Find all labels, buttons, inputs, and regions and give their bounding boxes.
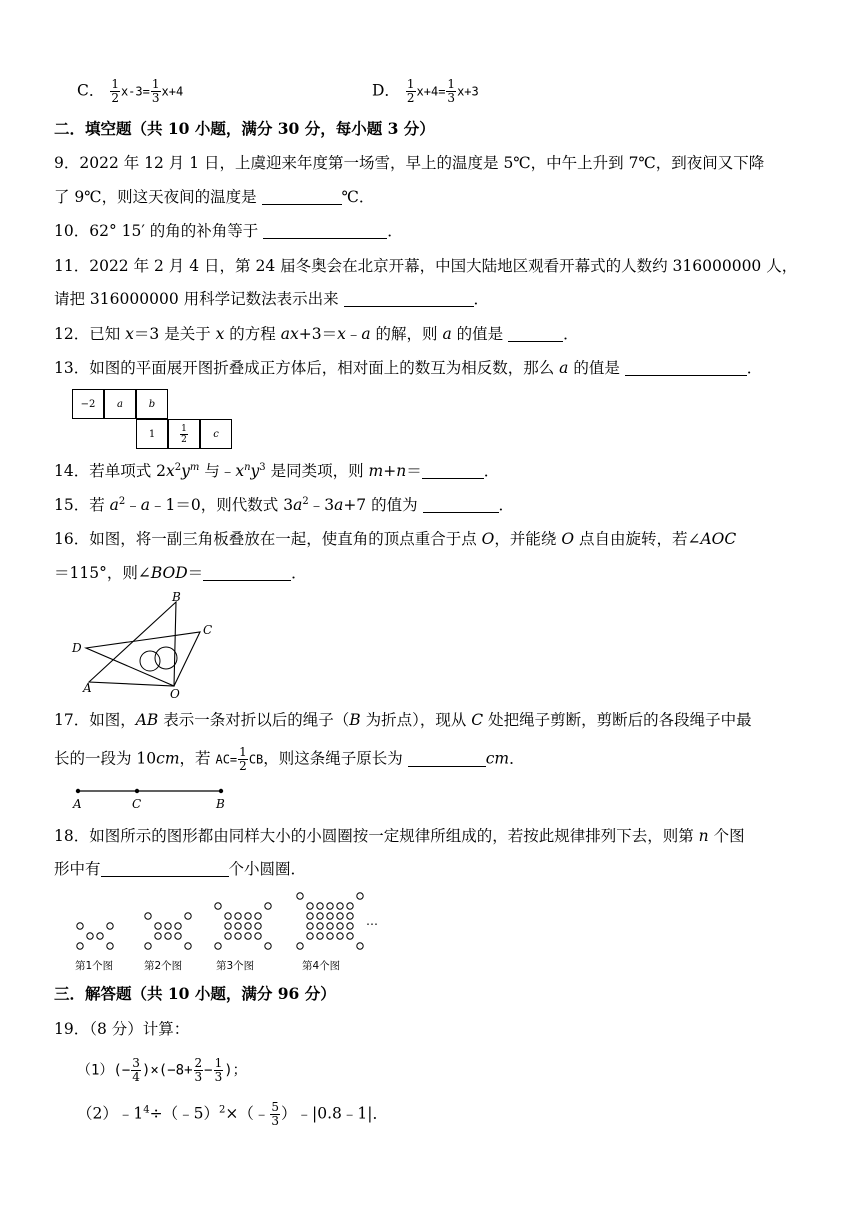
small-circle <box>215 903 221 909</box>
point-b <box>219 789 223 793</box>
small-circle <box>337 913 343 919</box>
circle-pattern-figure <box>70 882 390 954</box>
small-circle <box>347 923 353 929</box>
label-b: B <box>216 797 225 811</box>
net-cell: a <box>104 389 136 419</box>
question-16-line2: ＝115°，则∠BOD＝ ． <box>54 564 307 582</box>
small-circle <box>235 923 241 929</box>
small-circle <box>185 913 191 919</box>
small-circle <box>107 943 113 949</box>
answer-blank <box>262 188 342 205</box>
option-d-label: D． <box>372 81 400 100</box>
cube-net-figure <box>72 389 242 451</box>
fraction: $\frac{3}{4}$ <box>132 1056 140 1084</box>
small-circle <box>175 923 181 929</box>
question-19-title: 19．（8 分）计算： <box>54 1020 190 1038</box>
figure-caption: 第3个图 <box>216 960 255 972</box>
answer-blank <box>422 462 484 479</box>
small-circle <box>225 913 231 919</box>
question-13: 13．如图的平面展开图折叠成正方体后，相对面上的数互为相反数，那么 a 的值是 ． <box>54 359 763 377</box>
small-circle <box>347 933 353 939</box>
fraction: $\frac{2}{3}$ <box>194 1056 203 1084</box>
small-circle <box>255 913 261 919</box>
small-circle <box>347 903 353 909</box>
small-circle <box>155 923 161 929</box>
label-o: O <box>170 687 180 700</box>
small-circle <box>317 903 323 909</box>
ruler-hole <box>140 651 160 671</box>
question-9-line1: 9．2022 年 12 月 1 日，上虞迎来年度第一场雪，早上的温度是 5℃，中午上升到 7℃，到夜间又下降 <box>54 154 765 172</box>
small-circle <box>235 913 241 919</box>
fraction: $\frac{1}{3}$ <box>214 1056 223 1084</box>
fraction: $\frac{1}{2}$ <box>406 77 415 105</box>
net-cell <box>168 419 200 449</box>
small-circle <box>357 893 363 899</box>
answer-blank <box>508 325 563 342</box>
fraction: $\frac{1}{3}$ <box>447 77 456 105</box>
fraction: $\frac{1}{2}$ <box>111 77 119 105</box>
label-b: B <box>172 590 181 604</box>
question-15: 15．若 $a^2﹣a﹣1=0$，则代数式 $3a^2﹣3a+7$ 的值为 ． <box>54 496 515 514</box>
small-circle <box>307 913 313 919</box>
triangle-ruler-1 <box>89 602 176 686</box>
small-circle <box>255 933 261 939</box>
question-17-line1: 17．如图，AB 表示一条对折以后的绳子（B 为折点），现从 C 处把绳子剪断，剪断后的各段绳子中最 <box>54 711 752 729</box>
question-18-line1: 18．如图所示的图形都由同样大小的小圆圈按一定规律所组成的，若按此规律排列下去，则第 n 个图 <box>54 827 745 845</box>
question-18-line2: 形中有 个小圆圈． <box>54 860 307 878</box>
ruler-hole <box>155 647 177 669</box>
label-c: C <box>132 797 142 811</box>
section-title: 三．解答题（共 10 小题，满分 96 分） <box>54 984 336 1003</box>
answer-blank <box>101 860 229 877</box>
small-circle <box>77 923 83 929</box>
section-title: 二．填空题（共 10 小题，满分 30 分，每小题 3 分） <box>54 119 435 138</box>
small-circle <box>215 943 221 949</box>
label-d: D <box>72 641 82 655</box>
answer-blank <box>203 564 291 581</box>
small-circle <box>225 923 231 929</box>
fraction: $\frac{1}{2}$ <box>181 423 187 445</box>
fraction: $\frac{1}{2}$ <box>239 745 247 773</box>
small-circle <box>145 943 151 949</box>
small-circle <box>225 933 231 939</box>
small-circle <box>165 933 171 939</box>
point-a <box>76 789 80 793</box>
option-d: D． $\frac{1}{2}$ x+4= $\frac{1}{3}$ x+3 <box>372 77 479 105</box>
triangle-ruler-2 <box>86 632 200 686</box>
small-circle <box>265 903 271 909</box>
fraction: $\frac{1}{3}$ <box>151 77 160 105</box>
small-circle <box>327 933 333 939</box>
net-cell: b <box>136 389 168 419</box>
small-circle <box>327 913 333 919</box>
question-19-part1: （1）(− $\frac{3}{4}$ )×(−8+ $\frac{2}{3}$ − $\frac{1}{3}$ )； <box>77 1056 247 1084</box>
small-circle <box>317 933 323 939</box>
answer-blank <box>344 290 474 307</box>
small-circle <box>337 933 343 939</box>
small-circle <box>145 913 151 919</box>
net-cell: c <box>200 419 232 449</box>
small-circle <box>87 933 93 939</box>
small-circle <box>77 943 83 949</box>
small-circle <box>155 933 161 939</box>
small-circle <box>297 943 303 949</box>
small-circle <box>327 923 333 929</box>
rope-figure <box>68 786 238 812</box>
label-a: A <box>73 797 82 811</box>
label-c: C <box>203 623 213 637</box>
small-circle <box>337 903 343 909</box>
small-circle <box>337 923 343 929</box>
question-16-line1: 16．如图，将一副三角板叠放在一起，使直角的顶点重合于点 O，并能绕 O 点自由旋转，若∠AOC <box>54 530 737 548</box>
triangle-rulers-figure <box>66 588 226 700</box>
small-circle <box>235 933 241 939</box>
small-circle <box>307 923 313 929</box>
ellipsis: … <box>366 914 378 928</box>
question-10: 10．62° 15′ 的角的补角等于 ． <box>54 222 403 240</box>
answer-blank <box>625 359 747 376</box>
small-circle <box>317 913 323 919</box>
answer-blank <box>263 222 387 239</box>
small-circle <box>175 933 181 939</box>
question-19-part2: $(2)﹣1^4\div(﹣5)^2\times(﹣$ $\frac{5}{3}$ ）﹣|0.8﹣1|． <box>77 1100 388 1128</box>
small-circle <box>327 903 333 909</box>
answer-blank <box>408 750 486 767</box>
option-c-label: C． <box>77 81 105 100</box>
question-12: 12．已知 x＝3 是关于 x 的方程 ax+3＝x﹣a 的解，则 a 的值是 ． <box>54 325 579 343</box>
figure-caption: 第1个图 <box>75 960 114 972</box>
small-circle <box>245 933 251 939</box>
small-circle <box>297 893 303 899</box>
answer-blank <box>423 496 499 513</box>
net-cell: 1 <box>136 419 168 449</box>
figure-caption: 第2个图 <box>144 960 183 972</box>
small-circle <box>265 943 271 949</box>
label-a: A <box>83 681 92 695</box>
small-circle <box>307 903 313 909</box>
small-circle <box>357 943 363 949</box>
question-14: 14．若单项式 $2x^2y^m$ 与$﹣x^ny^3$ 是同类项，则 m+n＝ ． <box>54 462 500 480</box>
small-circle <box>317 923 323 929</box>
small-circle <box>307 933 313 939</box>
small-circle <box>245 923 251 929</box>
small-circle <box>185 943 191 949</box>
question-11-line1: 11．2022 年 2 月 4 日，第 24 届冬奥会在北京开幕，中国大陆地区观看开幕式的人数约 316000000 人， <box>54 257 798 275</box>
small-circle <box>347 913 353 919</box>
question-11-line2: 请把 316000000 用科学记数法表示出来 ． <box>54 290 490 308</box>
small-circle <box>165 923 171 929</box>
net-cell: −2 <box>72 389 104 419</box>
small-circle <box>107 923 113 929</box>
question-9-line2: 了 9℃，则这天夜间的温度是 ℃． <box>54 188 375 206</box>
small-circle <box>97 933 103 939</box>
figure-caption: 第4个图 <box>302 960 341 972</box>
question-17-line2: 长的一段为 10cm，若 AC= $\frac{1}{2}$ CB，则这条绳子原长为 cm． <box>54 745 525 773</box>
point-c <box>135 789 139 793</box>
small-circle <box>255 923 261 929</box>
fraction: $\frac{5}{3}$ <box>271 1100 279 1128</box>
option-c: C． $\frac{1}{2}$ x-3= $\frac{1}{3}$ x+4 <box>77 77 184 105</box>
small-circle <box>245 913 251 919</box>
